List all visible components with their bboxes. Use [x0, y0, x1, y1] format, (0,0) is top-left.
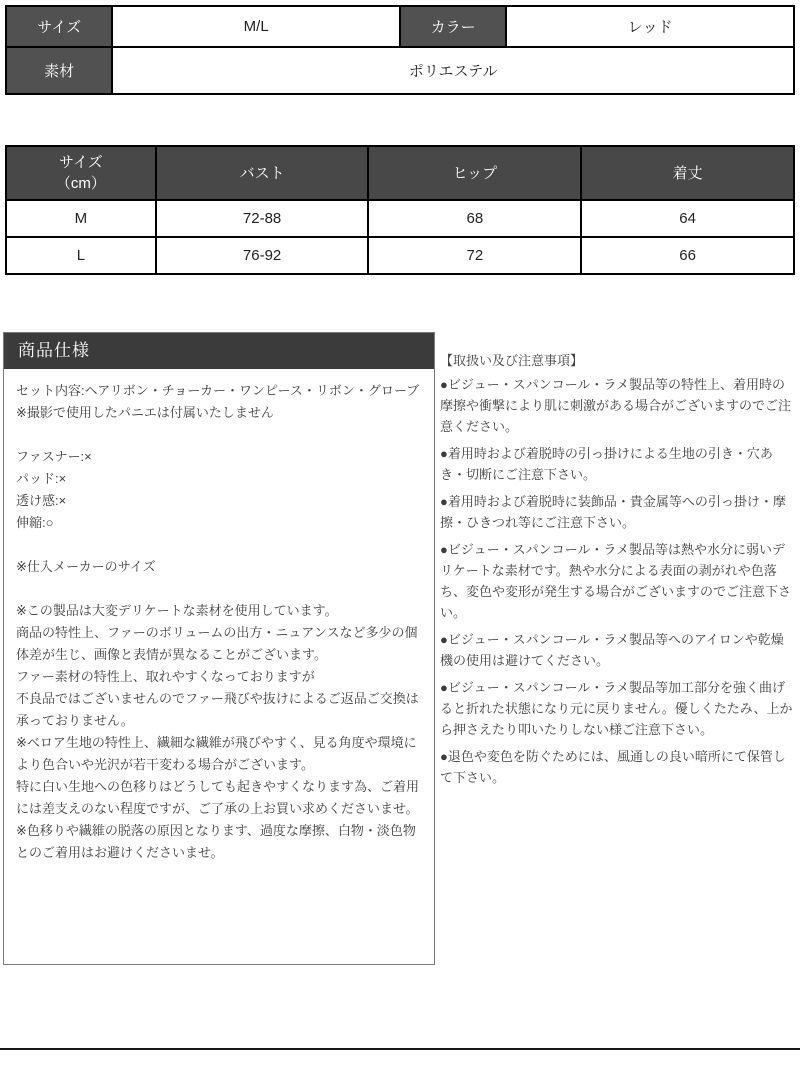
spec-set-contents: セット内容:ヘアリボン・チョーカー・ワンピース・リボン・グローブ	[16, 383, 420, 398]
handling-item-6: ●ビジュー・スパンコール・ラメ製品等加工部分を強く曲げると折れた状態になり元に戻りません。優しくたたみ、上から押さえたり叩いたりしない様ご注意下さい。	[440, 680, 793, 737]
bust-header-cell: バスト	[156, 146, 369, 200]
info-table	[5, 5, 795, 95]
size-header-cell: サイズ	[6, 6, 112, 47]
table-row-size-m	[6, 200, 794, 237]
spec-color-transfer-note: ※色移りや繊維の脱落の原因となります、過度な摩擦、白物・淡色物とのご着用はお避けくださいませ。	[16, 823, 416, 860]
size-value-cell: M/L	[112, 6, 400, 47]
measure-size-header-line1: サイズ	[58, 154, 103, 171]
measurements-table	[5, 145, 795, 275]
spec-fur-note-1: ファー素材の特性上、取れやすくなっておりますが	[16, 669, 315, 684]
product-spec-box	[3, 332, 435, 965]
spec-velour-note-2: 特に白い生地への色移りはどうしても起きやすくなります為、ご着用には差支えのない程度ですが、ご了承の上お買い求めくださいませ。	[16, 779, 420, 816]
spec-sheerness: 透け感:×	[16, 493, 67, 508]
size-l-label: L	[6, 237, 156, 274]
product-spec-body	[4, 369, 434, 864]
spec-pad: パッド:×	[16, 471, 67, 486]
handling-title: 【取扱い及び注意事項】	[440, 353, 584, 368]
spec-stretch: 伸縮:○	[16, 515, 54, 530]
size-l-hip: 72	[368, 237, 581, 274]
handling-item-3: ●着用時および着脱時に装飾品・貴金属等への引っ掛け・摩擦・ひきつれ等にご注意下さい。	[440, 494, 786, 530]
handling-notes	[440, 350, 796, 794]
measure-size-header-line2: （cm）	[55, 175, 106, 192]
spec-pannier-note: ※撮影で使用したパニエは付属いたしません	[16, 405, 274, 420]
size-m-length: 64	[581, 200, 794, 237]
size-m-bust: 72-88	[156, 200, 369, 237]
table-row-size-l	[6, 237, 794, 274]
measurements-header-row	[6, 146, 794, 200]
material-header-cell: 素材	[6, 47, 112, 94]
info-table-row-2	[6, 47, 794, 94]
measure-size-header-cell	[6, 146, 156, 200]
spec-delicate-note-1: ※この製品は大変デリケートな素材を使用しています。	[16, 603, 338, 618]
handling-item-1: ●ビジュー・スパンコール・ラメ製品等の特性上、着用時の摩擦や衝撃により肌に刺激がある場合がございますのでご注意ください。	[440, 377, 792, 434]
spec-fastener: ファスナー:×	[16, 449, 92, 464]
size-m-label: M	[6, 200, 156, 237]
spec-fur-note-2: 不良品ではございませんのでファー飛びや抜けによるご返品ご交換は承っておりません。	[16, 691, 419, 728]
spec-velour-note-1: ※ベロア生地の特性上、繊細な繊維が飛びやすく、見る角度や環境により色合いや光沢が若干変わる場合がございます。	[16, 735, 417, 772]
color-value-cell: レッド	[506, 6, 794, 47]
info-table-row-1	[6, 6, 794, 47]
material-value-cell: ポリエステル	[112, 47, 794, 94]
size-l-length: 66	[581, 237, 794, 274]
handling-item-5: ●ビジュー・スパンコール・ラメ製品等へのアイロンや乾燥機の使用は避けてください。	[440, 632, 784, 668]
spec-delicate-note-2: 商品の特性上、ファーのボリュームの出方・ニュアンスなど多少の個体差が生じ、画像と表情が異なることがございます。	[16, 625, 418, 662]
length-header-cell: 着丈	[581, 146, 794, 200]
size-m-hip: 68	[368, 200, 581, 237]
spec-maker-size-note: ※仕入メーカーのサイズ	[16, 559, 156, 574]
handling-item-4: ●ビジュー・スパンコール・ラメ製品等は熱や水分に弱いデリケートな素材です。熱や水分による表面の剥がれや色落ち、変色や変形が発生する場合がございますのでご注意下さい。	[440, 542, 792, 620]
handling-item-7: ●退色や変色を防ぐためには、風通しの良い暗所にて保管して下さい。	[440, 749, 786, 785]
size-l-bust: 76-92	[156, 237, 369, 274]
hip-header-cell: ヒップ	[368, 146, 581, 200]
product-spec-title: 商品仕様	[4, 333, 434, 369]
bottom-divider	[0, 1048, 800, 1050]
handling-item-2: ●着用時および着脱時の引っ掛けによる生地の引き・穴あき・切断にご注意下さい。	[440, 446, 773, 482]
color-header-cell: カラー	[400, 6, 506, 47]
